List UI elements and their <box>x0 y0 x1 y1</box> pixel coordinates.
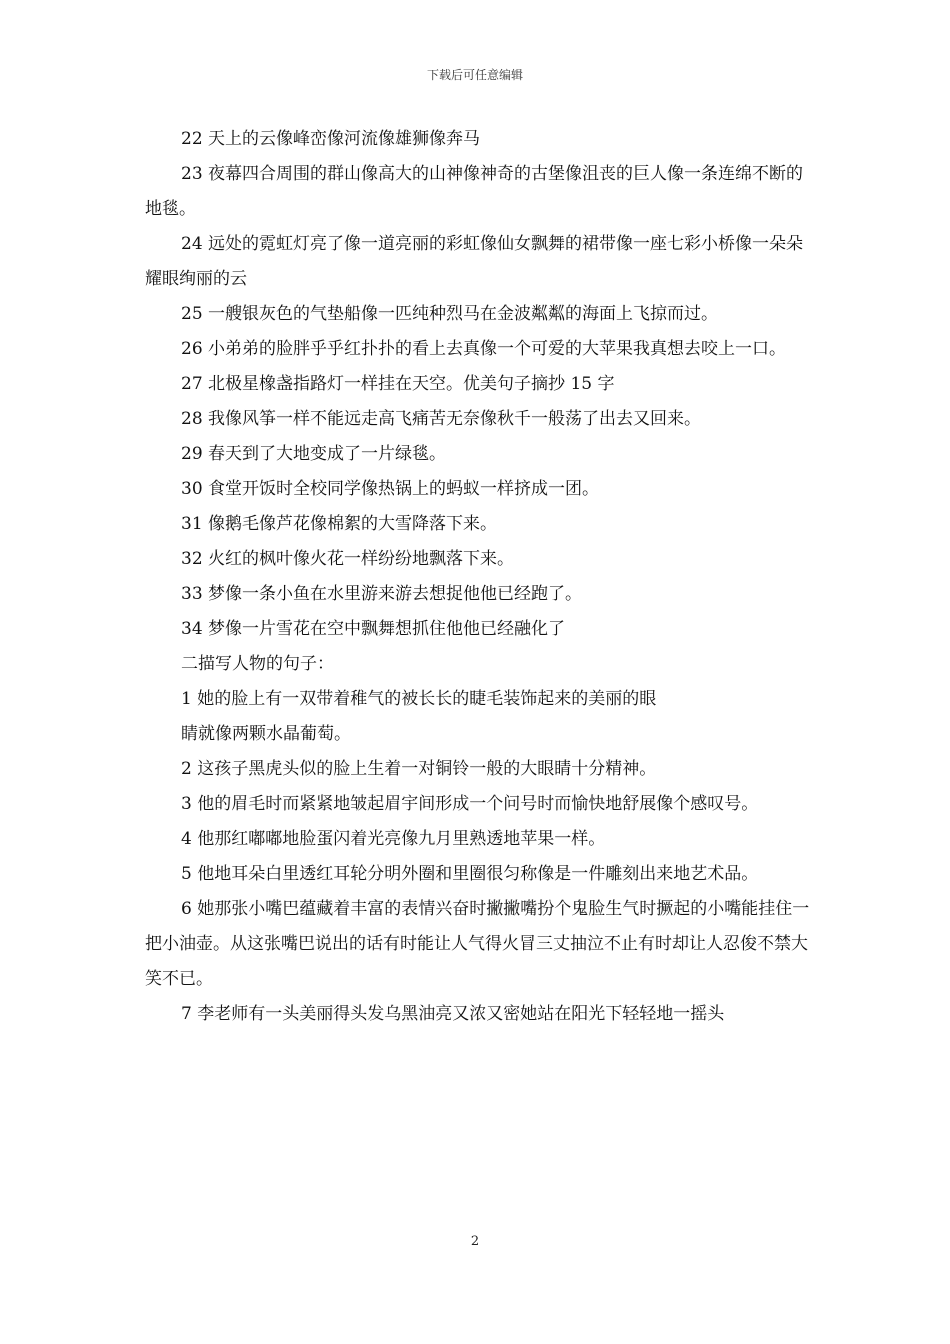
paragraph: 25 一艘银灰色的气垫船像一匹纯种烈马在金波粼粼的海面上飞掠而过。 <box>181 304 719 324</box>
paragraph: 33 梦像一条小鱼在水里游来游去想捉他他已经跑了。 <box>181 584 583 604</box>
paragraph: 6 她那张小嘴巴蕴藏着丰富的表情兴奋时撇撇嘴扮个鬼脸生气时撅起的小嘴能挂住一把小油壶。从这张嘴巴说出的话有时能让人气得火冒三丈抽泣不止有时却让人忍俊不禁大笑不已。 <box>145 899 810 989</box>
paragraph: 31 像鹅毛像芦花像棉絮的大雪降落下来。 <box>181 514 498 534</box>
paragraph: 23 夜幕四合周围的群山像高大的山神像神奇的古堡像沮丧的巨人像一条连绵不断的地毯。 <box>145 164 804 219</box>
page-header: 下载后可任意编辑 <box>426 68 523 82</box>
section-heading: 二描写人物的句子： <box>181 654 334 674</box>
page-number: 2 <box>470 1234 480 1249</box>
paragraph: 睛就像两颗水晶葡萄。 <box>181 724 351 744</box>
paragraph: 22 天上的云像峰峦像河流像雄狮像奔马 <box>181 129 481 149</box>
paragraph: 7 李老师有一头美丽得头发乌黑油亮又浓又密她站在阳光下轻轻地一摇头 <box>181 1004 725 1024</box>
paragraph: 3 他的眉毛时而紧紧地皱起眉宇间形成一个问号时而愉快地舒展像个感叹号。 <box>181 794 759 814</box>
paragraph: 2 这孩子黑虎头似的脸上生着一对铜铃一般的大眼睛十分精神。 <box>181 759 657 779</box>
paragraph: 28 我像风筝一样不能远走高飞痛苦无奈像秋千一般荡了出去又回来。 <box>181 409 702 429</box>
paragraph: 29 春天到了大地变成了一片绿毯。 <box>181 444 447 464</box>
paragraph: 30 食堂开饭时全校同学像热锅上的蚂蚁一样挤成一团。 <box>181 479 600 499</box>
document-body <box>145 122 810 1032</box>
paragraph: 5 他地耳朵白里透红耳轮分明外圈和里圈很匀称像是一件雕刻出来地艺术品。 <box>181 864 759 884</box>
paragraph: 32 火红的枫叶像火花一样纷纷地飘落下来。 <box>181 549 515 569</box>
paragraph: 24 远处的霓虹灯亮了像一道亮丽的彩虹像仙女飘舞的裙带像一座七彩小桥像一朵朵耀眼绚丽的云 <box>145 234 804 289</box>
paragraph: 4 他那红嘟嘟地脸蛋闪着光亮像九月里熟透地苹果一样。 <box>181 829 606 849</box>
paragraph: 26 小弟弟的脸胖乎乎红扑扑的看上去真像一个可爱的大苹果我真想去咬上一口。 <box>181 339 787 359</box>
paragraph: 34 梦像一片雪花在空中飘舞想抓住他他已经融化了 <box>181 619 566 639</box>
paragraph: 1 她的脸上有一双带着稚气的被长长的睫毛装饰起来的美丽的眼 <box>181 689 657 709</box>
paragraph: 27 北极星橡盏指路灯一样挂在天空。优美句子摘抄 15 字 <box>181 374 615 394</box>
